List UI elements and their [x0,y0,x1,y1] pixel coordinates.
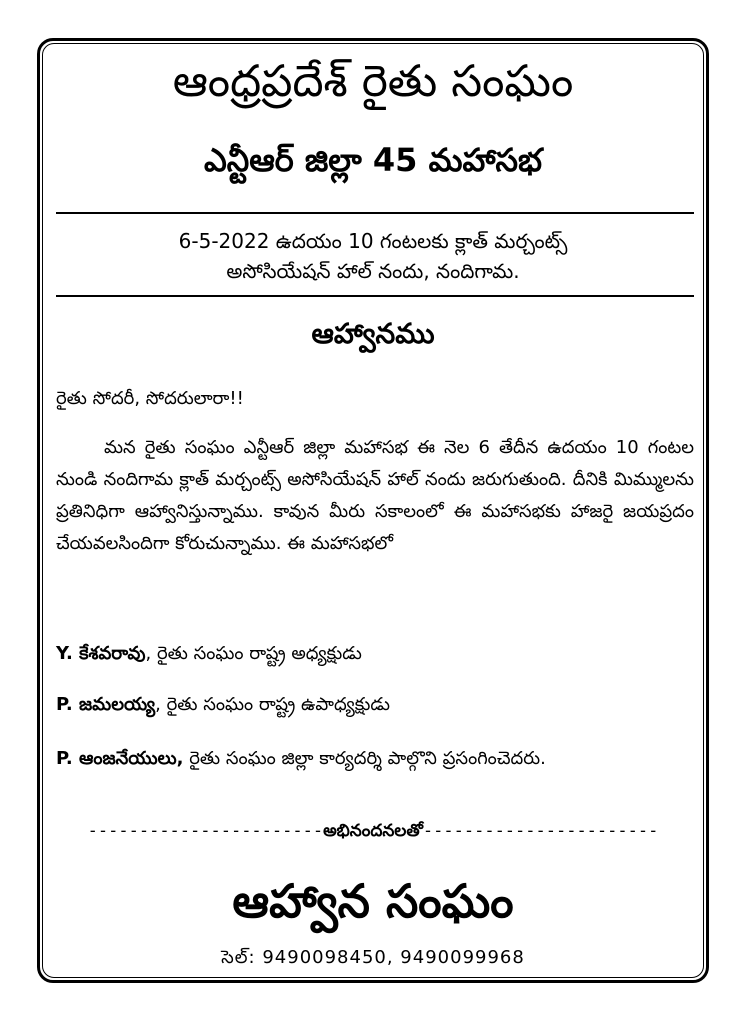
speaker-name: P. జమలయ్య [56,694,156,715]
closing-greeting: అభినందనలతో [323,821,423,841]
bottom-divider [56,295,694,297]
speaker-name: Y. కేశవరావు [56,643,146,664]
speaker-name: P. ఆంజనేయులు, [56,748,184,769]
top-divider [56,212,694,214]
speaker-1 [56,640,696,668]
phone-numbers: సెల్: 9490098450, 9490099968 [221,947,525,968]
dashes-left: ----------------------- [87,821,324,841]
event-subtitle: ఎన్టీఆర్ జిల్లా 45 మహాసభ [204,141,542,179]
venue-details [42,226,704,286]
speaker-3 [56,745,696,773]
greeting: రైతు సోదరీ, సోదరులారా!! [56,388,244,409]
speaker-role: రైతు సంఘం జిల్లా కార్యదర్శి పాల్గొని ప్రసంగించెదరు. [183,748,546,769]
invitation-body: మన రైతు సంఘం ఎన్టీఆర్ జిల్లా మహాసభ ఈ నెల 6 తేదీన ఉదయం 10 గంటల నుండి నందిగామ క్లాత్ మర్చంట్స్ అసోసియేషన్ హాల్ నందు జరుగుతుంది. దీనికి మిమ్ములను ప్రతినిధిగా ఆహ్వానిస్తున్నాము. కావున మీరు సకాలంలో ఈ మహాసభకు హాజరై జయప్రదం చేయవలసిందిగా కోరుచున్నాము. ఈ మహాసభలో [56,437,694,554]
speaker-role: , రైతు సంఘం రాష్ట్ర ఉపాధ్యక్షుడు [155,694,390,715]
invitation-heading: ఆహ్వానము [311,317,435,350]
venue-line-2: అసోసియేషన్ హాల్ నందు, నందిగామ. [226,259,520,283]
speaker-2 [56,691,696,719]
dashes-right: ----------------------- [422,821,659,841]
speaker-role: , రైతు సంఘం రాష్ట్ర అధ్యక్షుడు [145,643,362,664]
organization-title: ఆంధ్రప్రదేశ్ రైతు సంఘం [172,56,574,107]
venue-line-1: 6-5-2022 ఉదయం 10 గంటలకు క్లాత్ మర్చంట్స్ [178,229,568,253]
greetings-line [42,818,704,844]
committee-name: ఆహ్వాన సంఘం [232,874,514,928]
